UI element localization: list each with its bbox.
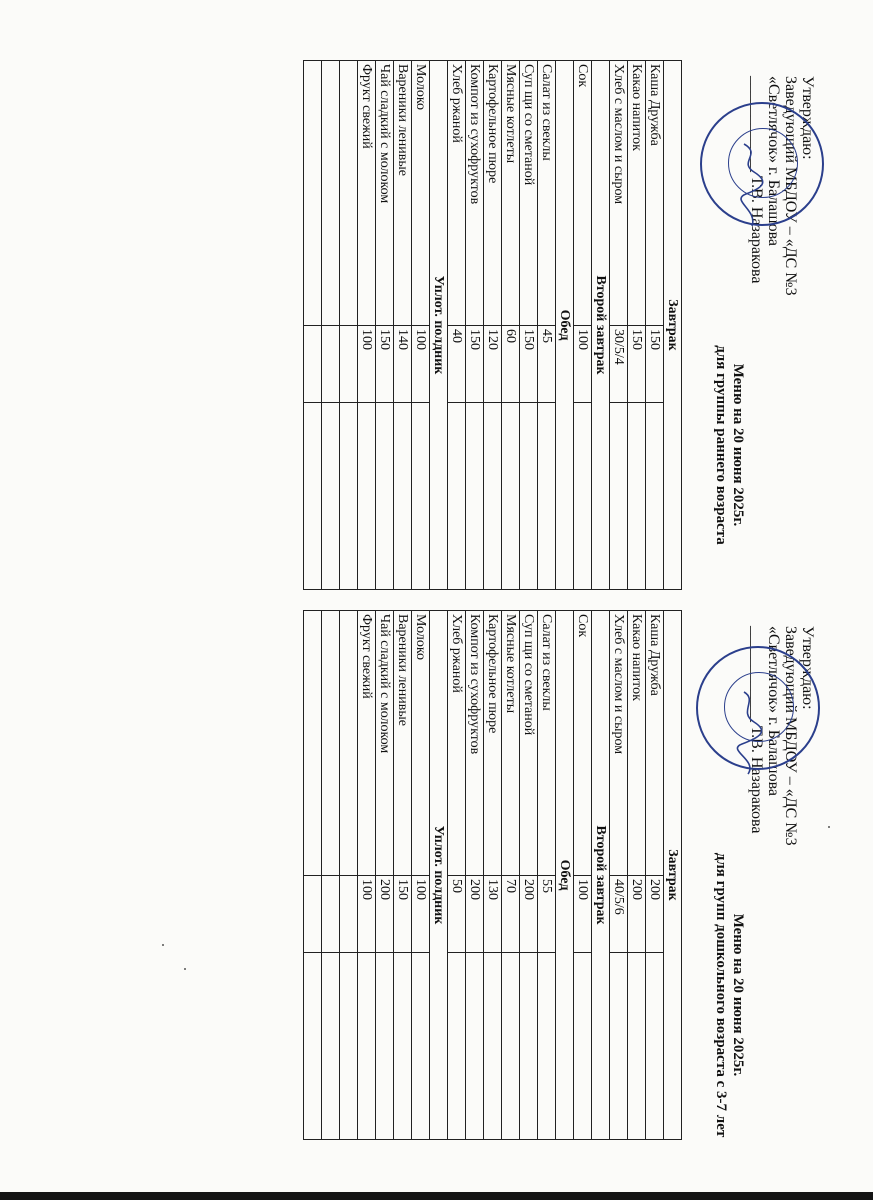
empty-cell: [376, 403, 394, 590]
meal-section-label: Завтрак: [664, 611, 682, 1140]
menu-row: [466, 611, 484, 1140]
menu-row: [412, 61, 430, 590]
section-row: [556, 611, 574, 1140]
section-row: [430, 61, 448, 590]
menu-row: [340, 611, 358, 1140]
meal-section-label: Завтрак: [664, 61, 682, 590]
section-row: [664, 611, 682, 1140]
section-row: [556, 61, 574, 590]
portion-grams: 100: [412, 326, 430, 403]
portion-grams: 200: [520, 876, 538, 953]
portion-grams: 40/5/6: [610, 876, 628, 953]
empty-cell: [376, 953, 394, 1140]
empty-cell: [412, 403, 430, 590]
section-row: [592, 611, 610, 1140]
portion-grams: 70: [502, 876, 520, 953]
empty-cell: [304, 953, 322, 1140]
approval-line: Утверждаю:: [799, 626, 816, 710]
menu-row: [502, 611, 520, 1140]
approval-line: Утверждаю:: [799, 76, 816, 160]
empty-cell: [340, 403, 358, 590]
menu-row: [610, 611, 628, 1140]
dish-name: [322, 611, 340, 876]
approval-line: ____________ Т.В. Назаракова: [748, 626, 765, 834]
section-row: [592, 61, 610, 590]
meal-section-label: Обед: [556, 61, 574, 590]
menu-group: для группы раннего возраста: [713, 345, 729, 545]
menu-row: [484, 611, 502, 1140]
portion-grams: 40: [448, 326, 466, 403]
dish-name: [340, 611, 358, 876]
menu-row: [448, 611, 466, 1140]
dish-name: Компот из сухофруктов: [466, 611, 484, 876]
approval-line: Заведующий МБДОУ – «ДС №3: [782, 76, 799, 296]
menu-row: [610, 61, 628, 590]
signature: [736, 140, 766, 230]
portion-grams: 100: [358, 876, 376, 953]
menu-row: [358, 61, 376, 590]
dish-name: Молоко: [412, 611, 430, 876]
menu-row: [466, 61, 484, 590]
menu-row: [304, 61, 322, 590]
menu-row: [646, 61, 664, 590]
dish-name: [304, 61, 322, 326]
meal-section-label: Второй завтрак: [592, 61, 610, 590]
dish-name: Хлеб с маслом и сыром: [610, 61, 628, 326]
portion-grams: 45: [538, 326, 556, 403]
empty-cell: [466, 403, 484, 590]
menu-row: [646, 611, 664, 1140]
menu-date: Меню на 20 июня 2025г.: [730, 363, 746, 527]
scan-speck: [162, 944, 164, 946]
empty-cell: [448, 953, 466, 1140]
portion-grams: 150: [628, 326, 646, 403]
menu-row: [322, 611, 340, 1140]
dish-name: Молоко: [412, 61, 430, 326]
portion-grams: [322, 326, 340, 403]
dish-name: Чай сладкий с молоком: [376, 611, 394, 876]
empty-cell: [520, 953, 538, 1140]
dish-name: Сок: [574, 61, 592, 326]
empty-cell: [574, 953, 592, 1140]
meal-section-label: Уплот. полдник: [430, 611, 448, 1140]
menu-date: Меню на 20 июня 2025г.: [730, 913, 746, 1077]
section-row: [430, 611, 448, 1140]
empty-cell: [520, 403, 538, 590]
empty-cell: [628, 403, 646, 590]
empty-cell: [628, 953, 646, 1140]
menu-row: [376, 611, 394, 1140]
menu-row: [322, 61, 340, 590]
portion-grams: [340, 876, 358, 953]
scan-speck: [828, 826, 830, 828]
dish-name: [340, 61, 358, 326]
portion-grams: 150: [376, 326, 394, 403]
menu-table: [303, 60, 682, 590]
empty-cell: [358, 953, 376, 1140]
dish-name: Чай сладкий с молоком: [376, 61, 394, 326]
empty-cell: [646, 403, 664, 590]
menu-row: [574, 61, 592, 590]
empty-cell: [322, 953, 340, 1140]
portion-grams: 150: [520, 326, 538, 403]
portion-grams: 150: [646, 326, 664, 403]
dish-name: Салат из свеклы: [538, 611, 556, 876]
scan-speck: [184, 968, 186, 970]
menu-row: [520, 61, 538, 590]
portion-grams: 100: [358, 326, 376, 403]
dish-name: Какао напиток: [628, 611, 646, 876]
portion-grams: 140: [394, 326, 412, 403]
portion-grams: 100: [574, 326, 592, 403]
portion-grams: [304, 876, 322, 953]
scan-edge: [0, 1192, 873, 1200]
menu-title: [712, 850, 746, 1140]
menu-row: [538, 61, 556, 590]
dish-name: Хлеб ржаной: [448, 61, 466, 326]
dish-name: Суп щи со сметаной: [520, 61, 538, 326]
dish-name: Какао напиток: [628, 61, 646, 326]
dish-name: Фрукт свежий: [358, 61, 376, 326]
portion-grams: 100: [412, 876, 430, 953]
portion-grams: 60: [502, 326, 520, 403]
menu-title: [712, 300, 746, 590]
rotated-menu-sheet: [20, 60, 820, 1140]
menu-row: [520, 611, 538, 1140]
empty-cell: [448, 403, 466, 590]
section-row: [664, 61, 682, 590]
dish-name: [322, 61, 340, 326]
approval-line: «Светлячок» г. Балашова: [765, 626, 782, 797]
menu-row: [394, 611, 412, 1140]
empty-cell: [646, 953, 664, 1140]
approval-line: ____________ Т.В. Назаракова: [748, 76, 765, 284]
dish-name: Суп щи со сметаной: [520, 611, 538, 876]
signature: [734, 688, 764, 778]
portion-grams: 30/5/4: [610, 326, 628, 403]
menu-row: [538, 611, 556, 1140]
menu-row: [358, 611, 376, 1140]
dish-name: Сок: [574, 611, 592, 876]
portion-grams: 120: [484, 326, 502, 403]
empty-cell: [394, 953, 412, 1140]
menu-row: [484, 61, 502, 590]
dish-name: Картофельное пюре: [484, 61, 502, 326]
menu-row: [574, 611, 592, 1140]
portion-grams: [304, 326, 322, 403]
menu-early-age: [20, 60, 820, 590]
portion-grams: 50: [448, 876, 466, 953]
menu-group: для групп дошкольного возраста с 3-7 лет: [713, 852, 729, 1138]
empty-cell: [484, 403, 502, 590]
menu-row: [412, 611, 430, 1140]
empty-cell: [502, 403, 520, 590]
portion-grams: 150: [394, 876, 412, 953]
empty-cell: [502, 953, 520, 1140]
portion-grams: 200: [466, 876, 484, 953]
empty-cell: [574, 403, 592, 590]
portion-grams: 200: [646, 876, 664, 953]
dish-name: Каша Дружба: [646, 61, 664, 326]
dish-name: Фрукт свежий: [358, 611, 376, 876]
menu-row: [628, 61, 646, 590]
empty-cell: [610, 403, 628, 590]
menu-table: [303, 610, 682, 1140]
dish-name: Мясные котлеты: [502, 61, 520, 326]
approval-line: Заведующий МБДОУ – «ДС №3: [782, 626, 799, 846]
empty-cell: [394, 403, 412, 590]
menu-row: [502, 61, 520, 590]
dish-name: Вареники ленивые: [394, 61, 412, 326]
empty-cell: [466, 953, 484, 1140]
portion-grams: 100: [574, 876, 592, 953]
portion-grams: 200: [628, 876, 646, 953]
dish-name: Салат из свеклы: [538, 61, 556, 326]
portion-grams: [340, 326, 358, 403]
empty-cell: [322, 403, 340, 590]
dish-name: Хлеб ржаной: [448, 611, 466, 876]
dish-name: Компот из сухофруктов: [466, 61, 484, 326]
menu-row: [448, 61, 466, 590]
portion-grams: 150: [466, 326, 484, 403]
empty-cell: [538, 953, 556, 1140]
portion-grams: 55: [538, 876, 556, 953]
dish-name: Мясные котлеты: [502, 611, 520, 876]
dish-name: Хлеб с маслом и сыром: [610, 611, 628, 876]
empty-cell: [610, 953, 628, 1140]
menu-row: [304, 611, 322, 1140]
portion-grams: 130: [484, 876, 502, 953]
empty-cell: [538, 403, 556, 590]
empty-cell: [412, 953, 430, 1140]
meal-section-label: Уплот. полдник: [430, 61, 448, 590]
menu-row: [628, 611, 646, 1140]
menu-row: [394, 61, 412, 590]
menu-preschool: [20, 610, 820, 1140]
approval-line: «Светлячок» г. Балашова: [765, 76, 782, 247]
empty-cell: [304, 403, 322, 590]
meal-section-label: Обед: [556, 611, 574, 1140]
empty-cell: [358, 403, 376, 590]
empty-cell: [484, 953, 502, 1140]
portion-grams: [322, 876, 340, 953]
dish-name: Вареники ленивые: [394, 611, 412, 876]
portion-grams: 200: [376, 876, 394, 953]
menu-row: [340, 61, 358, 590]
menu-row: [376, 61, 394, 590]
dish-name: Каша Дружба: [646, 611, 664, 876]
meal-section-label: Второй завтрак: [592, 611, 610, 1140]
dish-name: [304, 611, 322, 876]
dish-name: Картофельное пюре: [484, 611, 502, 876]
empty-cell: [340, 953, 358, 1140]
